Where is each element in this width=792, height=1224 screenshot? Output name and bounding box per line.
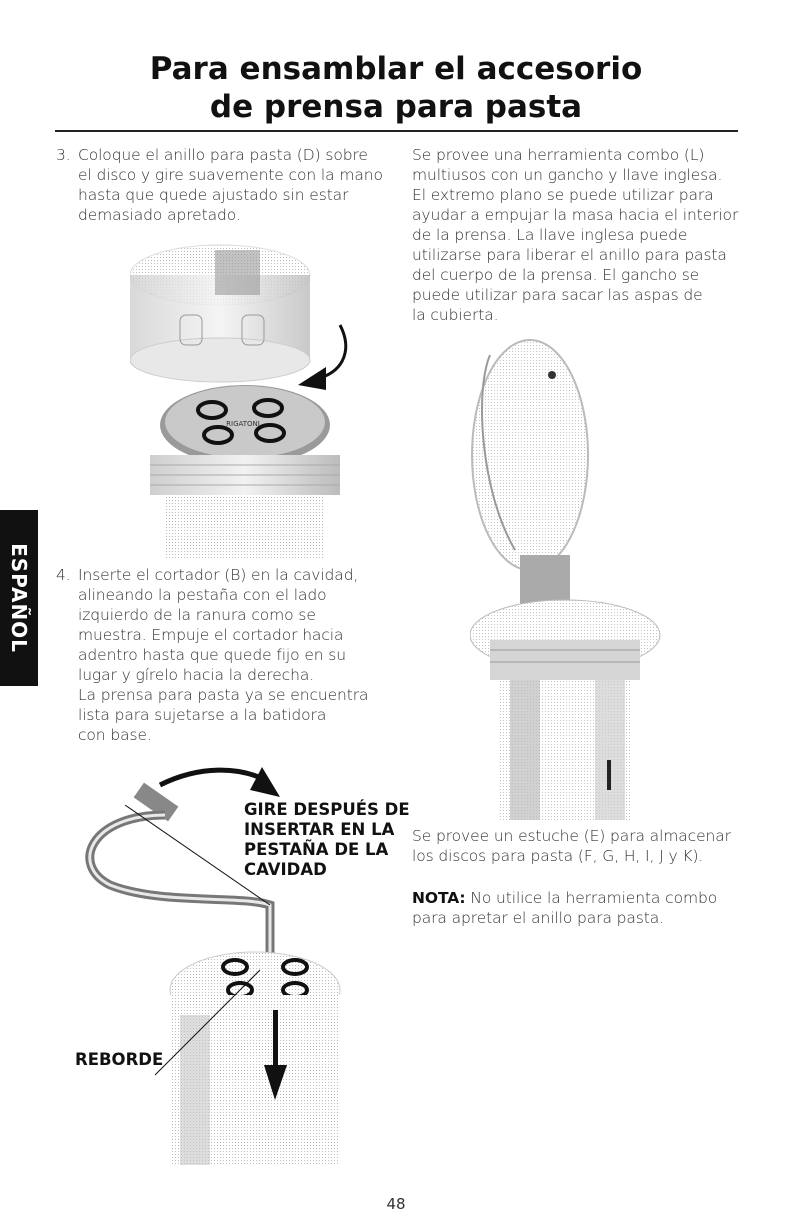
title-line-1: Para ensamblar el accesorio xyxy=(149,51,643,87)
step-3 xyxy=(56,145,396,225)
tool-shank xyxy=(520,555,570,605)
callout-turn-after-insert: GIRE DESPUÉS DE INSERTAR EN LA PESTAÑA DE LA CAVIDAD xyxy=(244,800,410,879)
rigatoni-disc xyxy=(150,385,340,560)
page-number: 48 xyxy=(386,1195,406,1213)
combo-tool-illustration xyxy=(470,330,720,820)
step-4-text: Inserte el cortador (B) en la cavidad, alineando la pestaña con el lado izquierdo de la ranura como se muestra. Empuje el cortador hacia adentro hasta que quede fijo en su lugar y gírelo hacia la derecha. La prensa para pasta ya se encuentra lista para sujetarse a la batidora con base. xyxy=(78,566,369,744)
note-paragraph xyxy=(412,888,752,928)
ring-disc-illustration xyxy=(130,230,360,560)
page-title xyxy=(0,50,792,126)
language-tab xyxy=(0,510,38,686)
language-tab-label: ESPAÑOL xyxy=(7,543,31,653)
note-label: NOTA: xyxy=(412,889,466,907)
callout-rim: REBORDE xyxy=(75,1050,164,1069)
combo-tool-paragraph: Se provee una herramienta combo (L) multiusos con un gancho y llave inglesa. El extremo plano se puede utilizar para ayudar a empujar la masa hacia el interior de la prensa. La llave inglesa puede utilizarse para liberar el anillo para pasta del cuerpo de la prensa. El gancho se puede utilizar para sacar las aspas de la cubierta. xyxy=(412,146,739,324)
title-rule xyxy=(55,130,738,132)
step-3-text: Coloque el anillo para pasta (D) sobre el disco y gire suavemente con la mano hasta que quede ajustado sin estar demasiado apretado. xyxy=(78,146,383,224)
title-line-2: de prensa para pasta xyxy=(209,89,583,125)
step-3-number: 3. xyxy=(56,146,71,164)
press-base xyxy=(170,952,340,1165)
step-4 xyxy=(56,565,396,745)
disc-label: RIGATONI xyxy=(226,420,260,428)
pasta-ring xyxy=(130,245,310,382)
step-4-number: 4. xyxy=(56,566,71,584)
press-body xyxy=(470,600,660,820)
note-text: No utilice la herramienta combo para apretar el anillo para pasta. xyxy=(412,889,718,927)
turn-arrow-icon xyxy=(160,767,280,797)
wrench-head xyxy=(472,340,588,570)
storage-case-paragraph: Se provee un estuche (E) para almacenar los discos para pasta (F, G, H, I, J y K). xyxy=(412,827,731,865)
